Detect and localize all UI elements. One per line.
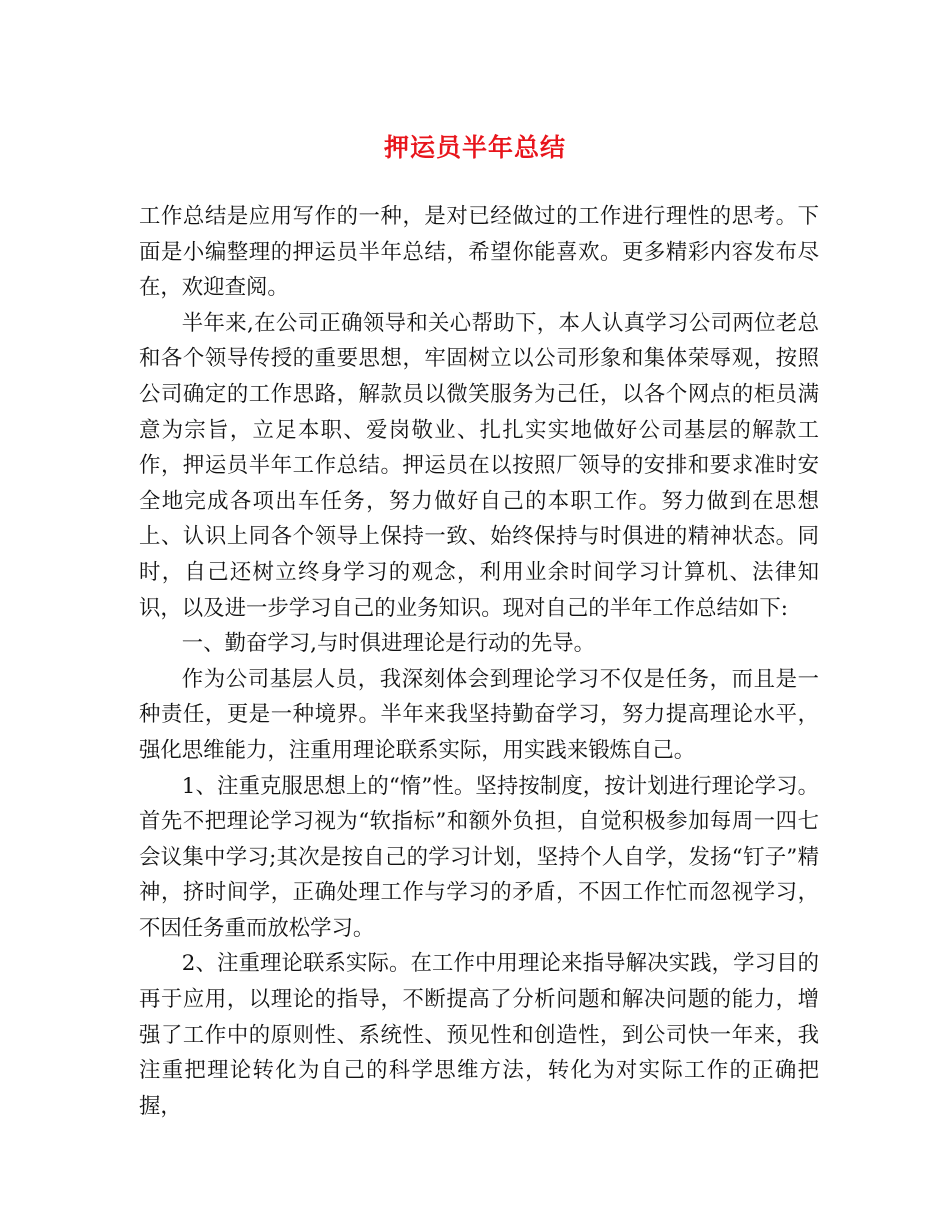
body-paragraph: 半年来,在公司正确领导和关心帮助下，本人认真学习公司两位老总和各个领导传授的重要思想，牢固树立以公司形象和集体荣辱观，按照公司确定的工作思路，解款员以微笑服务为己任，以各个网点的柜员满意为宗旨，立足本职、爱岗敬业、扎扎实实地做好公司基层的解款工作，押运员半年工作总结。押运员在以按照厂领导的安排和要求准时安全地完成各项出车任务，努力做好自己的本职工作。努力做到在思想上、认识上同各个领导上保持一致、始终保持与时俱进的精神状态。同时，自己还树立终身学习的观念，利用业余时间学习计算机、法律知识，以及进一步学习自己的业务知识。现对自己的半年工作总结如下: xyxy=(139,310,819,621)
list-item-paragraph: 1、注重克服思想上的“惰”性。坚持按制度，按计划进行理论学习。首先不把理论学习视为“软指标”和额外负担，自觉积极参加每周一四七会议集中学习;其次是按自己的学习计划，坚持个人自学，发扬“钉子”精神，挤时间学，正确处理工作与学习的矛盾，不因工作忙而忽视学习，不因任务重而放松学习。 xyxy=(139,773,819,941)
list-item-paragraph: 2、注重理论联系实际。在工作中用理论来指导解决实践，学习目的再于应用，以理论的指导，不断提高了分析问题和解决问题的能力，增强了工作中的原则性、系统性、预见性和创造性，到公司快一年来，我注重把理论转化为自己的科学思维方法，转化为对实际工作的正确把握， xyxy=(139,951,819,1119)
document-body xyxy=(139,199,819,1124)
document-title: 押运员半年总结 xyxy=(383,133,566,162)
section-heading: 一、勤奋学习,与时俱进理论是行动的先导。 xyxy=(181,631,596,657)
body-paragraph: 作为公司基层人员，我深刻体会到理论学习不仅是任务，而且是一种责任，更是一种境界。半年来我坚持勤奋学习，努力提高理论水平，强化思维能力，注重用理论联系实际，用实践来锻炼自己。 xyxy=(139,666,819,763)
intro-paragraph: 工作总结是应用写作的一种，是对已经做过的工作进行理性的思考。下面是小编整理的押运员半年总结，希望你能喜欢。更多精彩内容发布尽在，欢迎查阅。 xyxy=(139,204,819,301)
